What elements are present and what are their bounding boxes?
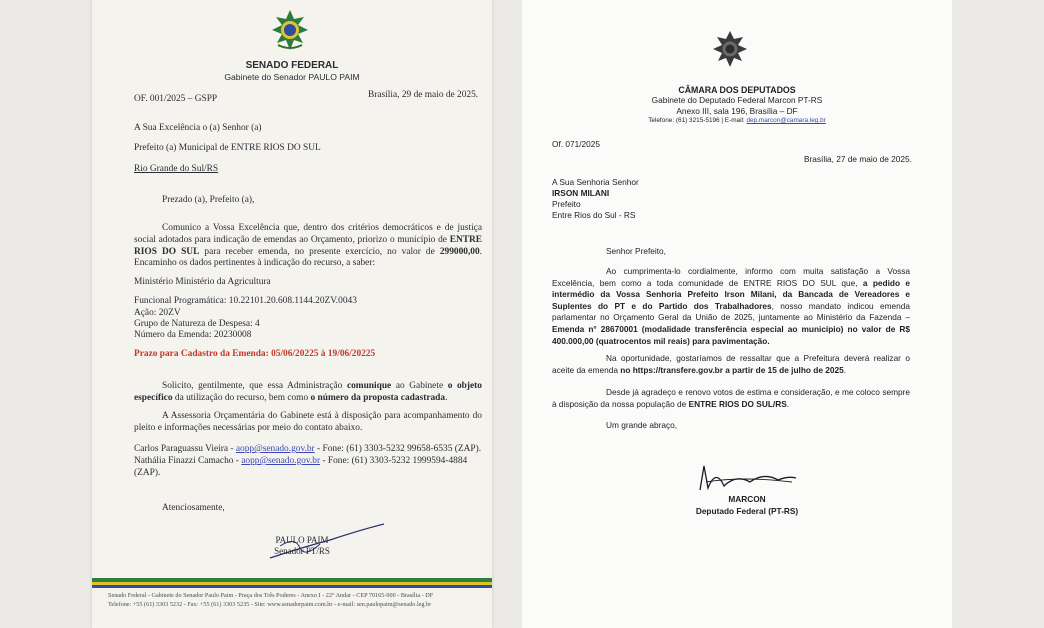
body-paragraph-2: Na oportunidade, gostaríamos de ressaltar que a Prefeitura deverá realizar o aceite da emenda no https://transfere.gov.br a partir de 15 de julho de 2025. xyxy=(552,353,910,375)
recipient-line-1: A Sua Excelência o (a) Senhor (a) xyxy=(134,123,262,133)
recipient-line-3: Rio Grande do Sul/RS xyxy=(134,164,219,174)
contact-1-email-link[interactable]: aopp@senado.gov.br xyxy=(235,444,315,454)
closing: Atenciosamente, xyxy=(162,503,225,513)
salutation: Prezado (a), Prefeito (a), xyxy=(162,195,255,205)
office-contact: Telefone: (61) 3215-5196 | E-mail: dep.marcon@camara.leg.br xyxy=(648,117,826,124)
request-paragraph: Solicito, gentilmente, que essa Administração comunique ao Gabinete o objeto específico da utilização do recurso, bem como o número da proposta cadastrada. xyxy=(134,381,482,403)
recipient-line-1: A Sua Senhoria Senhor xyxy=(552,177,639,187)
document-ref: Of. 071/2025 xyxy=(552,139,600,149)
footer-stripe xyxy=(92,578,492,588)
letter-camara xyxy=(522,0,952,628)
closing: Um grande abraço, xyxy=(606,420,678,430)
footer-address: Senado Federal - Gabinete do Senador Paulo Paim - Praça dos Três Poderes - Anexo I - 22° Andar - CEP 70165-900 - Brasília - DF Telefone: +55 (61) 3303 5232 - Fax: +55 (61) 3303 5235 - Site: www.senadorpaim.com.br - e-mail: sen.paulopaim@senado.leg.br xyxy=(108,592,434,608)
recipient-role: Prefeito xyxy=(552,199,581,209)
signer-role: Deputado Federal (PT-RS) xyxy=(695,506,799,516)
coat-of-arms-icon xyxy=(270,9,310,51)
document-ref: OF. 001/2025 – GSPP xyxy=(134,94,218,104)
deadline-notice: Prazo para Cadastro da Emenda: 05/06/20225 à 19/06/20225 xyxy=(134,349,376,359)
place-date: Brasília, 29 de maio de 2025. xyxy=(368,90,479,100)
body-paragraph-1: Comunico a Vossa Excelência que, dentro dos critérios democráticos e de justiça social adotados para indicação de emendas ao Orçamento, priorizo o município de ENTRE RIOS DO SUL para receber emenda, no presente exercício, no valor de 299000,00. Encaminho os dados pertinentes à indicação do recurso, a saber: xyxy=(134,223,482,269)
contact-2-email-link[interactable]: aopp@senado.gov.br xyxy=(241,456,321,466)
numero-emenda: Número da Emenda: 20230008 xyxy=(134,330,252,340)
recipient-line-2: Prefeito (a) Municipal de ENTRE RIOS DO SUL xyxy=(134,143,321,153)
institution-title: CÂMARA DOS DEPUTADOS xyxy=(678,85,796,95)
body-paragraph-1: Ao cumprimenta-lo cordialmente, informo com muita satisfação a Vossa Excelência, bem como a toda comunidade de ENTRE RIOS DO SUL que, a pedido e intermédio da Vossa Senhoria Prefeito Irson Milani, da Bancada de Vereadores e Suplentes do PT e do Partido dos Trabalhadores, nosso mandato indicou emenda parlamentar no Orçamento Geral da União de 2025, juntamente ao Ministério da Fazenda – Emenda n° 28670001 (modalidade transferência especial ao município) no valor de R$ 400.000,00 (quatrocentos mil reais) para pavimentação. xyxy=(552,266,910,346)
contact-1: Carlos Paraguassu Vieira - aopp@senado.gov.br - Fone: (61) 3303-5232 99658-6535 (ZAP). xyxy=(134,444,482,454)
signature-mark xyxy=(692,460,802,496)
office-subtitle: Gabinete do Senador PAULO PAIM xyxy=(224,72,360,82)
institution-title: SENADO FEDERAL xyxy=(245,60,339,71)
contact-2: Nathália Finazzi Camacho - aopp@senado.gov.br - Fone: (61) 3303-5232 1999594-4884 (ZAP). xyxy=(134,456,468,478)
assessoria-paragraph: A Assessoria Orçamentária do Gabinete está à disposição para acompanhamento do pleito e informações necessárias por meio do contato abaixo. xyxy=(134,411,482,433)
coat-of-arms-icon xyxy=(712,30,748,68)
signer-name: MARCON xyxy=(728,494,766,504)
office-address: Anexo III, sala 196, Brasília – DF xyxy=(676,106,798,116)
acao: Ação: 20ZV xyxy=(134,308,181,318)
grupo-natureza: Grupo de Natureza de Despesa: 4 xyxy=(134,319,260,329)
body-paragraph-3: Desde já agradeço e renovo votos de estima e consideração, e me coloco sempre à disposição da nossa população de ENTRE RIOS DO SUL/RS. xyxy=(552,387,910,409)
office-subtitle: Gabinete do Deputado Federal Marcon PT-RS xyxy=(651,95,823,105)
recipient-city: Entre Rios do Sul - RS xyxy=(552,210,636,220)
signature-name: PAULO PAIM xyxy=(275,535,329,545)
place-date: Brasília, 27 de maio de 2025. xyxy=(804,154,912,164)
salutation: Senhor Prefeito, xyxy=(606,246,666,256)
ministry: Ministério Ministério da Agricultura xyxy=(134,277,271,287)
letter-senado xyxy=(92,0,492,628)
signature-role: Senador PT/RS xyxy=(274,546,330,556)
funcional-programatica: Funcional Programática: 10.22101.20.608.1144.20ZV.0043 xyxy=(134,296,357,306)
recipient-name: IRSON MILANI xyxy=(552,188,610,198)
email-link[interactable]: dep.marcon@camara.leg.br xyxy=(746,117,826,124)
